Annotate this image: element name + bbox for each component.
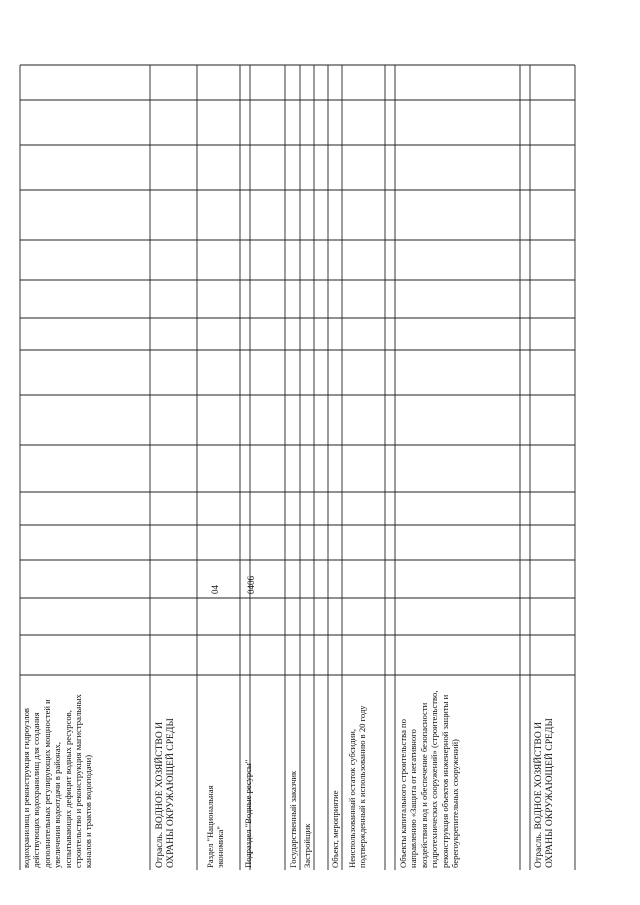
cell-section-code: 04 [210,585,220,594]
cell-subsection-code: 0406 [246,576,256,594]
cell-branch-water-2: Отрасль. ВОДНОЕ ХОЗЯЙСТВО И ОХРАНЫ ОКРУЖАЮЩЕЙ СРЕДЫ [533,718,556,868]
cell-object-activity: Объект, мероприятие [330,790,340,868]
cell-branch-water-1: Отрасль. ВОДНОЕ ХОЗЯЙСТВО И ОХРАНЫ ОКРУЖАЮЩЕЙ СРЕДЫ [154,718,177,868]
cell-subsection-water: Подраздел "Водные ресурсы" [243,759,253,868]
cell-protection-objects: Объекты капитального строительства по направлению «Защита от негативного воздействия вод и обеспечение безопасности гидротехнических сооружений» (строительство, реконструкция объектов инженерной защиты и берегоукрепительных сооружений) [398,690,461,868]
cell-unused-balance: Неиспользованный остаток субсидии, подтвержденный к использованию в 20 году [347,705,368,868]
cell-state-customer: Государственный заказчик [288,770,298,868]
cell-section-economy: Раздел "Национальная экономика" [205,785,226,868]
cell-reservoir-objects: водохранилищ и реконструкция гидроузлов действующих водохранилищ для создания дополнительных регулирующих мощностей и увеличения водоотдачи в районах, испытывающих дефицит водных ресурсов, строительство и реконструкция магистральных каналов и трактов водоподачи) [21,694,94,868]
cell-developer: Застройщик [302,823,312,868]
